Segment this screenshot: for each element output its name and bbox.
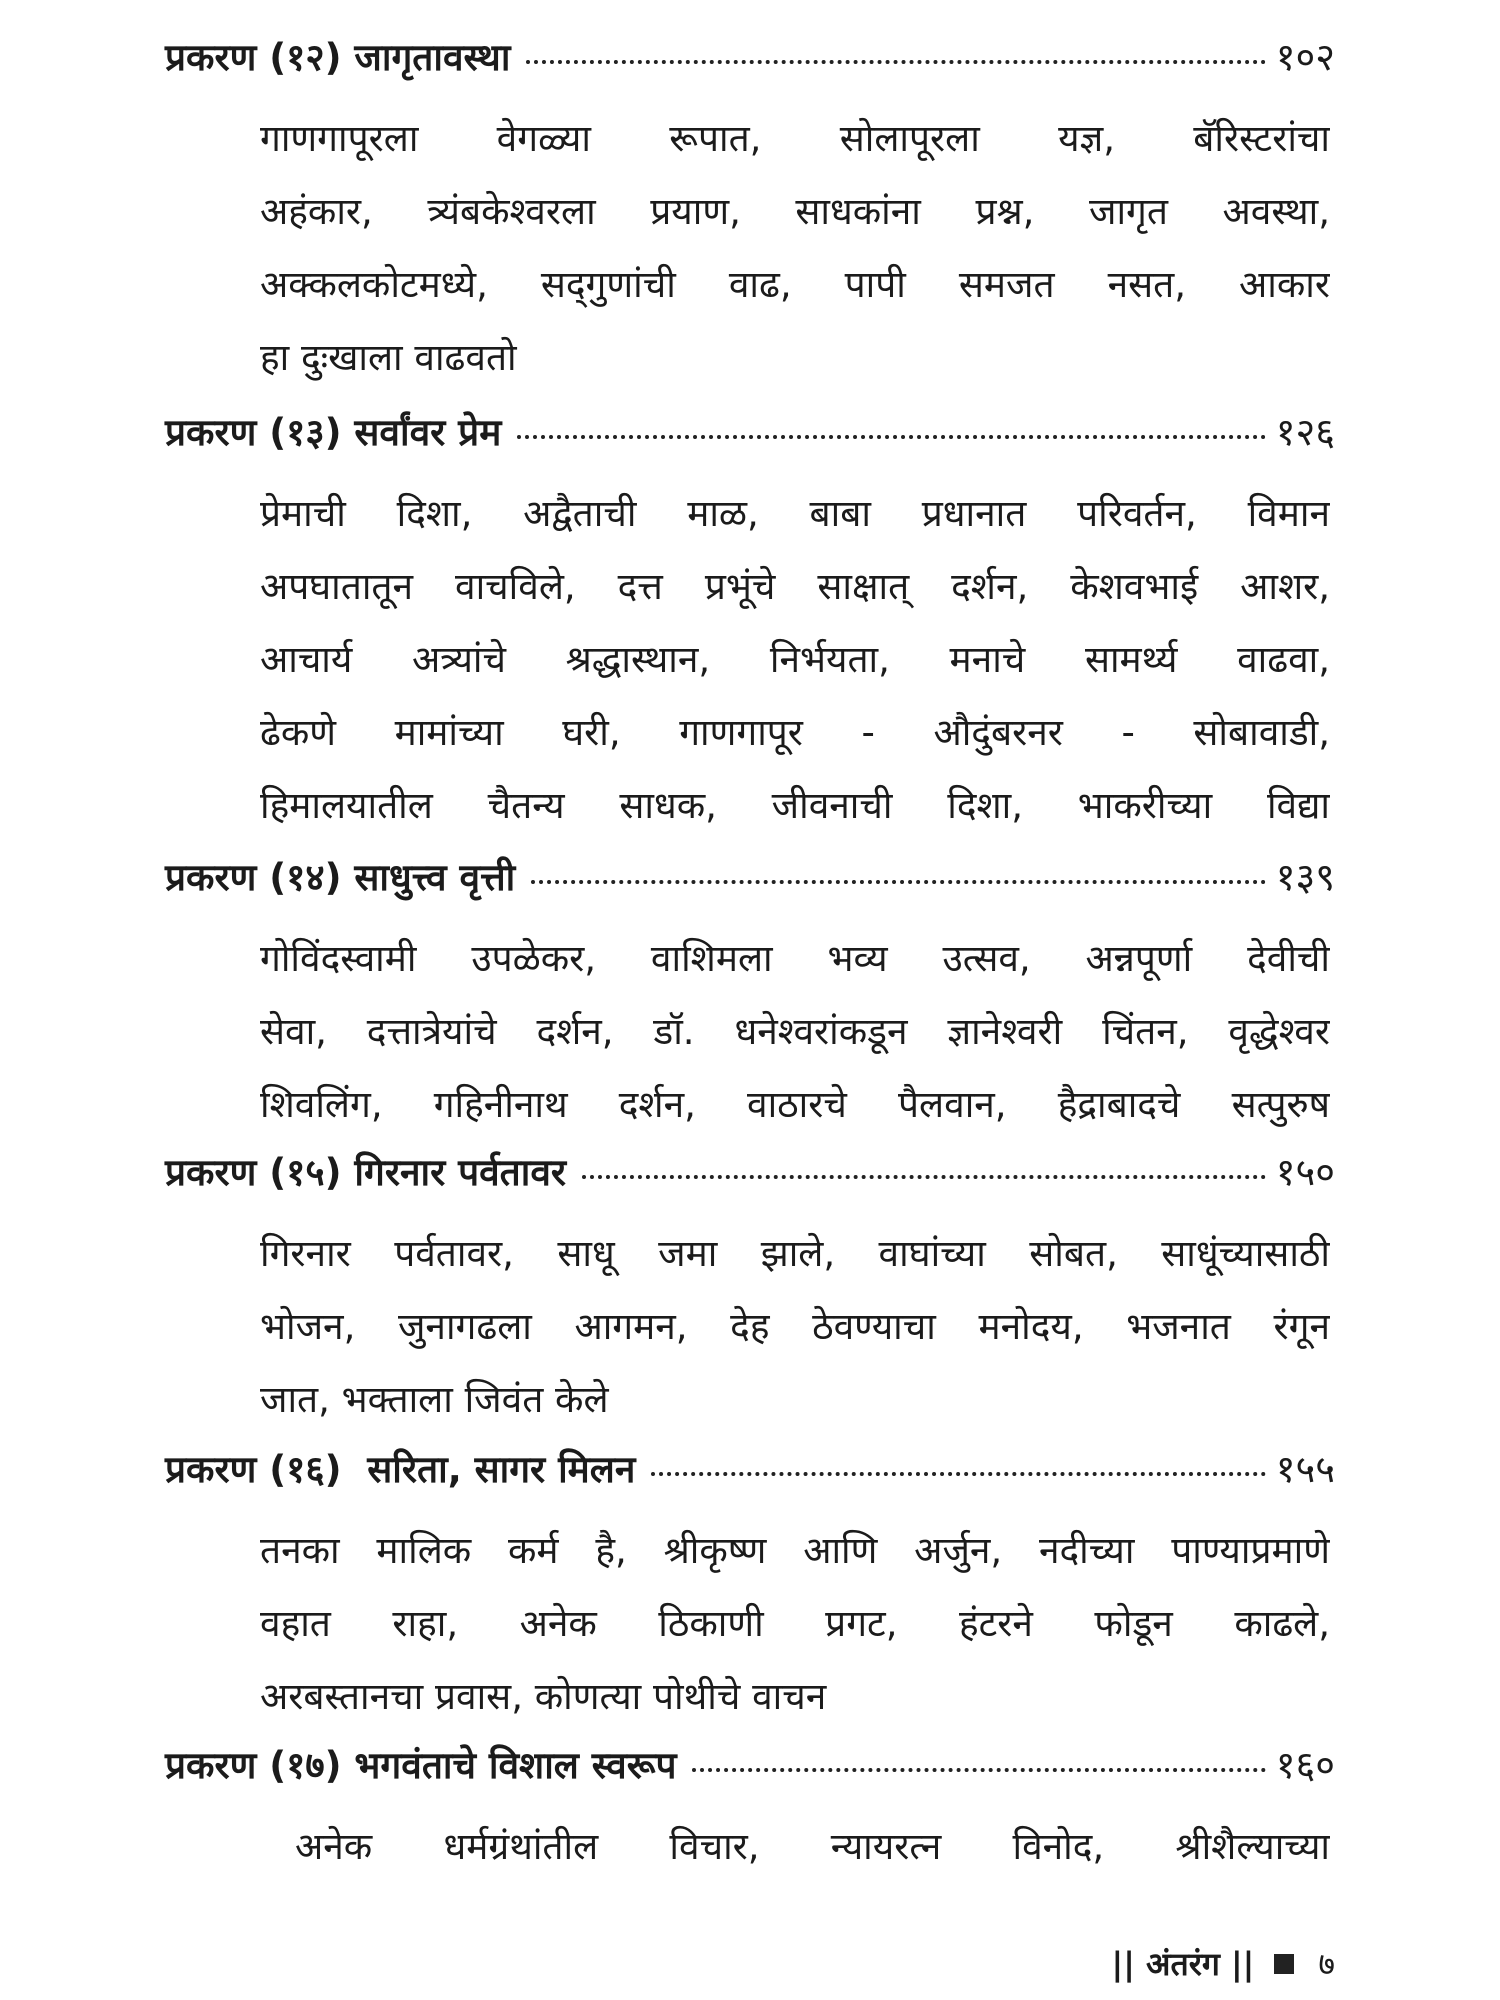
topic-line: अहंकार, त्र्यंबकेश्वरला प्रयाण, साधकांना प्रश्न, जागृत अवस्था, — [260, 190, 1330, 233]
chapter-heading — [165, 405, 1335, 477]
dot-leader — [531, 880, 1265, 884]
dot-leader — [692, 1768, 1265, 1772]
chapter-heading — [165, 1442, 1335, 1514]
topic-line: गाणगापूरला वेगळ्या रूपात, सोलापूरला यज्ञ, बॅरिस्टरांचा — [260, 117, 1330, 160]
chapter-page-number: १२६ — [1275, 410, 1335, 454]
dot-leader — [517, 435, 1265, 439]
running-title: || अंतरंग || — [1111, 1945, 1255, 1983]
page-number: ७ — [1318, 1945, 1335, 1983]
chapter-topics — [260, 102, 1330, 394]
chapter-title: प्रकरण (१३) सर्वांवर प्रेम — [165, 411, 502, 454]
chapter-title: प्रकरण (१५) गिरनार पर्वतावर — [165, 1151, 567, 1194]
topic-line: अरबस्तानचा प्रवास, कोणत्या पोथीचे वाचन — [260, 1675, 827, 1718]
topic-line: शिवलिंग, गहिनीनाथ दर्शन, वाठारचे पैलवान, हैद्राबादचे सत्पुरुष — [260, 1083, 1330, 1126]
chapter-heading — [165, 850, 1335, 922]
topic-line: अक्कलकोटमध्ये, सद्‌गुणांची वाढ, पापी समजत नसत, आकार — [260, 263, 1330, 306]
topic-line: सेवा, दत्तात्रेयांचे दर्शन, डॉ. धनेश्वरांकडून ज्ञानेश्वरी चिंतन, वृद्धेश्वर — [260, 1010, 1330, 1053]
chapter-page-number: १५० — [1275, 1150, 1335, 1194]
toc-entry-17 — [165, 1738, 1335, 1883]
topic-line: भोजन, जुनागढला आगमन, देह ठेवण्याचा मनोदय, भजनात रंगून — [260, 1305, 1330, 1348]
dot-leader — [526, 60, 1265, 64]
dot-leader — [582, 1175, 1266, 1179]
chapter-title: प्रकरण (१७) भगवंताचे विशाल स्वरूप — [165, 1744, 677, 1787]
topic-line: वहात राहा, अनेक ठिकाणी प्रगट, हंटरने फोडून काढले, — [260, 1602, 1330, 1645]
page-footer — [1112, 1942, 1335, 1985]
chapter-topics — [260, 922, 1330, 1141]
topic-line: जात, भक्ताला जिवंत केले — [260, 1378, 609, 1421]
toc-entry-16 — [165, 1442, 1335, 1733]
toc-entry-15 — [165, 1145, 1335, 1436]
chapter-title: प्रकरण (१६) सरिता, सागर मिलन — [165, 1448, 636, 1491]
chapter-page-number: १३९ — [1275, 855, 1335, 899]
topic-line: अपघातातून वाचविले, दत्त प्रभूंचे साक्षात्‌ दर्शन, केशवभाई आशर, — [260, 565, 1330, 608]
chapter-topics — [260, 477, 1330, 842]
topic-line: गिरनार पर्वतावर, साधू जमा झाले, वाघांच्या सोबत, साधूंच्यासाठी — [260, 1232, 1330, 1275]
toc-entry-14 — [165, 850, 1335, 1141]
chapter-topics — [260, 1514, 1330, 1733]
topic-line: आचार्य अत्र्यांचे श्रद्धास्थान, निर्भयता, मनाचे सामर्थ्य वाढवा, — [260, 638, 1330, 681]
chapter-heading — [165, 1145, 1335, 1217]
topic-line: तनका मालिक कर्म है, श्रीकृष्ण आणि अर्जुन, नदीच्या पाण्याप्रमाणे — [260, 1529, 1330, 1572]
chapter-page-number: १०२ — [1275, 35, 1335, 79]
topic-line: गोविंदस्वामी उपळेकर, वाशिमला भव्य उत्सव, अन्नपूर्णा देवीची — [260, 937, 1330, 980]
topic-line: हा दुःखाला वाढवतो — [260, 336, 517, 379]
topic-line: प्रेमाची दिशा, अद्वैताची माळ, बाबा प्रधानात परिवर्तन, विमान — [260, 492, 1330, 535]
toc-entry-13 — [165, 405, 1335, 842]
chapter-topics — [260, 1217, 1330, 1436]
topic-line: अनेक धर्मग्रंथांतील विचार, न्यायरत्न विनोद, श्रीशैल्याच्या — [295, 1825, 1330, 1868]
toc-entry-12 — [165, 30, 1335, 394]
chapter-heading — [165, 30, 1335, 102]
chapter-page-number: १६० — [1275, 1743, 1335, 1787]
chapter-page-number: १५५ — [1275, 1447, 1335, 1491]
square-bullet-icon — [1274, 1954, 1294, 1974]
topic-line: ढेकणे मामांच्या घरी, गाणगापूर - औदुंबरनर - सोबावाडी, — [260, 711, 1330, 754]
chapter-topics — [295, 1810, 1330, 1883]
chapter-heading — [165, 1738, 1335, 1810]
topic-line: हिमालयातील चैतन्य साधक, जीवनाची दिशा, भाकरीच्या विद्या — [260, 784, 1330, 827]
chapter-title: प्रकरण (१२) जागृतावस्था — [165, 36, 511, 79]
dot-leader — [651, 1472, 1265, 1476]
chapter-title: प्रकरण (१४) साधुत्त्व वृत्ती — [165, 856, 516, 899]
